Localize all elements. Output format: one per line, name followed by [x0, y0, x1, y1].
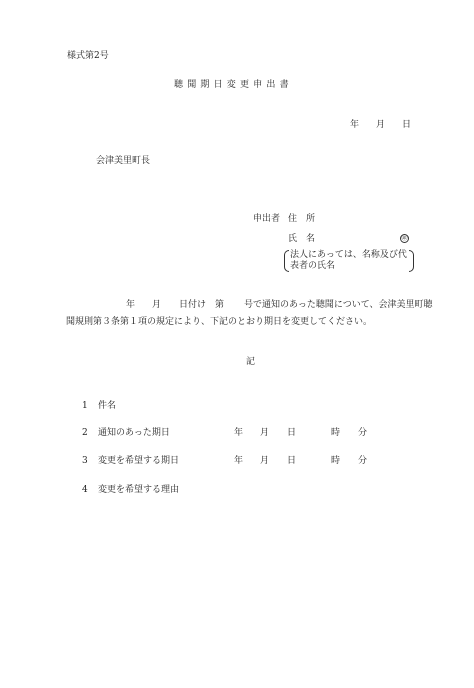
name-label: 氏 名 — [288, 234, 316, 244]
item-3-number: 3 — [82, 456, 88, 466]
body-month: 月 — [152, 300, 162, 310]
item-2-day: 日 — [287, 428, 297, 438]
seal-mark: ㊞ — [401, 235, 408, 242]
date-day: 日 — [402, 120, 412, 130]
item-4-number: 4 — [82, 485, 88, 495]
address-label: 住 所 — [288, 214, 316, 224]
right-bracket — [409, 250, 414, 272]
item-2-label: 通知のあった期日 — [98, 428, 170, 438]
body-date-ref: 日付け 第 — [179, 300, 225, 310]
item-3-day: 日 — [287, 456, 297, 466]
item-3-month: 月 — [260, 456, 270, 466]
item-3-hour: 時 — [331, 456, 341, 466]
form-number: 様式第2号 — [67, 51, 109, 61]
body-line2: 聞規則第３条第１項の規定により、下記のとおり期日を変更してください。 — [66, 317, 373, 327]
corporate-note-line2: 表者の氏名 — [290, 261, 336, 271]
item-2-month: 月 — [260, 428, 270, 438]
item-2-hour: 時 — [331, 428, 341, 438]
addressee: 会津美里町長 — [96, 156, 151, 166]
date-year: 年 — [350, 120, 360, 130]
applicant-label: 申出者 — [253, 214, 281, 224]
item-1-number: 1 — [82, 401, 88, 411]
item-2-minute: 分 — [358, 428, 368, 438]
item-2-number: 2 — [82, 428, 88, 438]
item-4-label: 変更を希望する理由 — [98, 485, 180, 495]
item-3-year: 年 — [234, 456, 244, 466]
item-3-minute: 分 — [358, 456, 368, 466]
item-2-year: 年 — [234, 428, 244, 438]
body-line1: 号で通知のあった聴聞について、会津美里町聴 — [244, 300, 433, 310]
corporate-note-line1: 法人にあっては、名称及び代 — [290, 250, 407, 260]
item-3-label: 変更を希望する期日 — [98, 456, 180, 466]
ki-heading: 記 — [246, 357, 256, 367]
date-month: 月 — [376, 120, 386, 130]
document-title: 聴聞期日変更申出書 — [174, 80, 293, 90]
item-1-label: 件名 — [98, 401, 117, 411]
body-year: 年 — [126, 300, 136, 310]
left-bracket — [284, 250, 289, 272]
